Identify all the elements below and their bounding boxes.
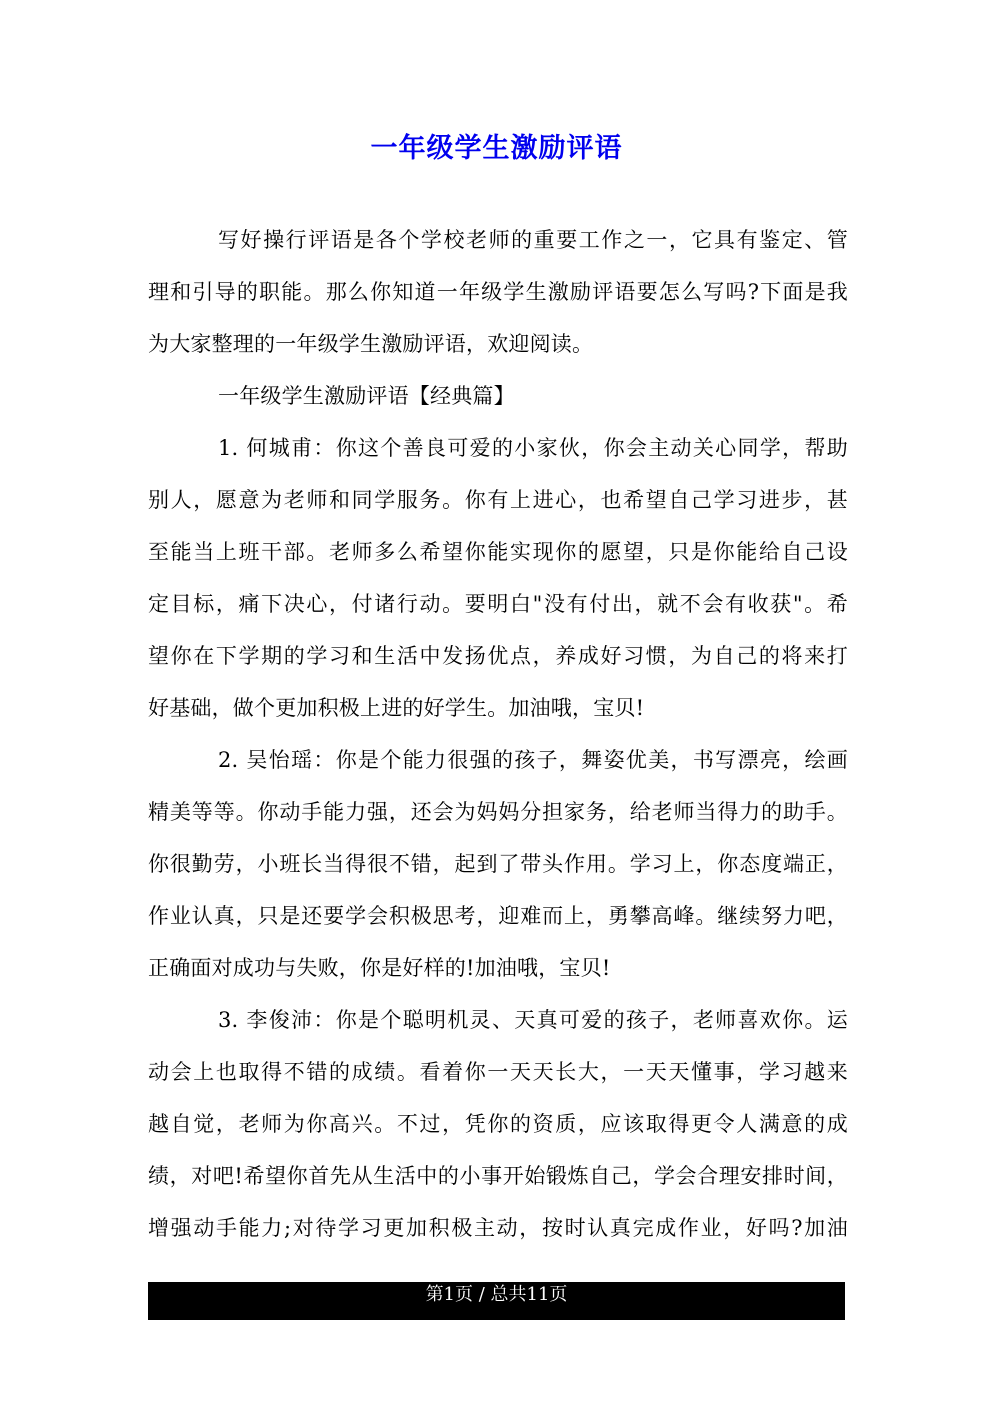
document-title: 一年级学生激励评语 [370, 133, 623, 164]
text-line: 你很勤劳，小班长当得很不错，起到了带头作用。学习上，你态度端正， [148, 852, 848, 876]
text-line: 越自觉，老师为你高兴。不过，凭你的资质，应该取得更令人满意的成 [148, 1112, 848, 1136]
text-line: 绩，对吧!希望你首先从生活中的小事开始锻炼自己，学会合理安排时间， [148, 1164, 848, 1188]
text-line: 至能当上班干部。老师多么希望你能实现你的愿望，只是你能给自己设 [148, 540, 848, 564]
text-line: 别人，愿意为老师和同学服务。你有上进心，也希望自己学习进步，甚 [148, 488, 848, 512]
text-line: 精美等等。你动手能力强，还会为妈妈分担家务，给老师当得力的助手。 [148, 800, 848, 824]
text-line: 为大家整理的一年级学生激励评语，欢迎阅读。 [148, 332, 594, 356]
page-footer [148, 1282, 845, 1320]
text-line: 望你在下学期的学习和生活中发扬优点，养成好习惯，为自己的将来打 [148, 644, 848, 668]
text-line: 写好操行评语是各个学校老师的重要工作之一，它具有鉴定、管 [218, 228, 848, 252]
text-line: 1. 何城甫：你这个善良可爱的小家伙，你会主动关心同学，帮助 [218, 436, 848, 460]
text-line: 增强动手能力;对待学习更加积极主动，按时认真完成作业，好吗?加油 [148, 1216, 848, 1240]
page-indicator: 第1页 / 总共11页 [425, 1284, 568, 1305]
text-line: 3. 李俊沛：你是个聪明机灵、天真可爱的孩子，老师喜欢你。运 [218, 1008, 848, 1032]
text-line: 作业认真，只是还要学会积极思考，迎难而上，勇攀高峰。继续努力吧， [148, 904, 848, 928]
text-line: 2. 吴怡瑶：你是个能力很强的孩子，舞姿优美，书写漂亮，绘画 [218, 748, 848, 772]
text-line: 理和引导的职能。那么你知道一年级学生激励评语要怎么写吗?下面是我 [148, 280, 848, 304]
document-body [148, 218, 848, 1258]
text-line: 定目标，痛下决心，付诸行动。要明白"没有付出，就不会有收获"。希 [148, 592, 848, 616]
section-heading: 一年级学生激励评语【经典篇】 [218, 384, 515, 408]
text-line: 正确面对成功与失败，你是好样的!加油哦，宝贝! [148, 956, 611, 980]
text-line: 好基础，做个更加积极上进的好学生。加油哦，宝贝! [148, 696, 645, 720]
text-line: 动会上也取得不错的成绩。看着你一天天长大，一天天懂事，学习越来 [148, 1060, 848, 1084]
